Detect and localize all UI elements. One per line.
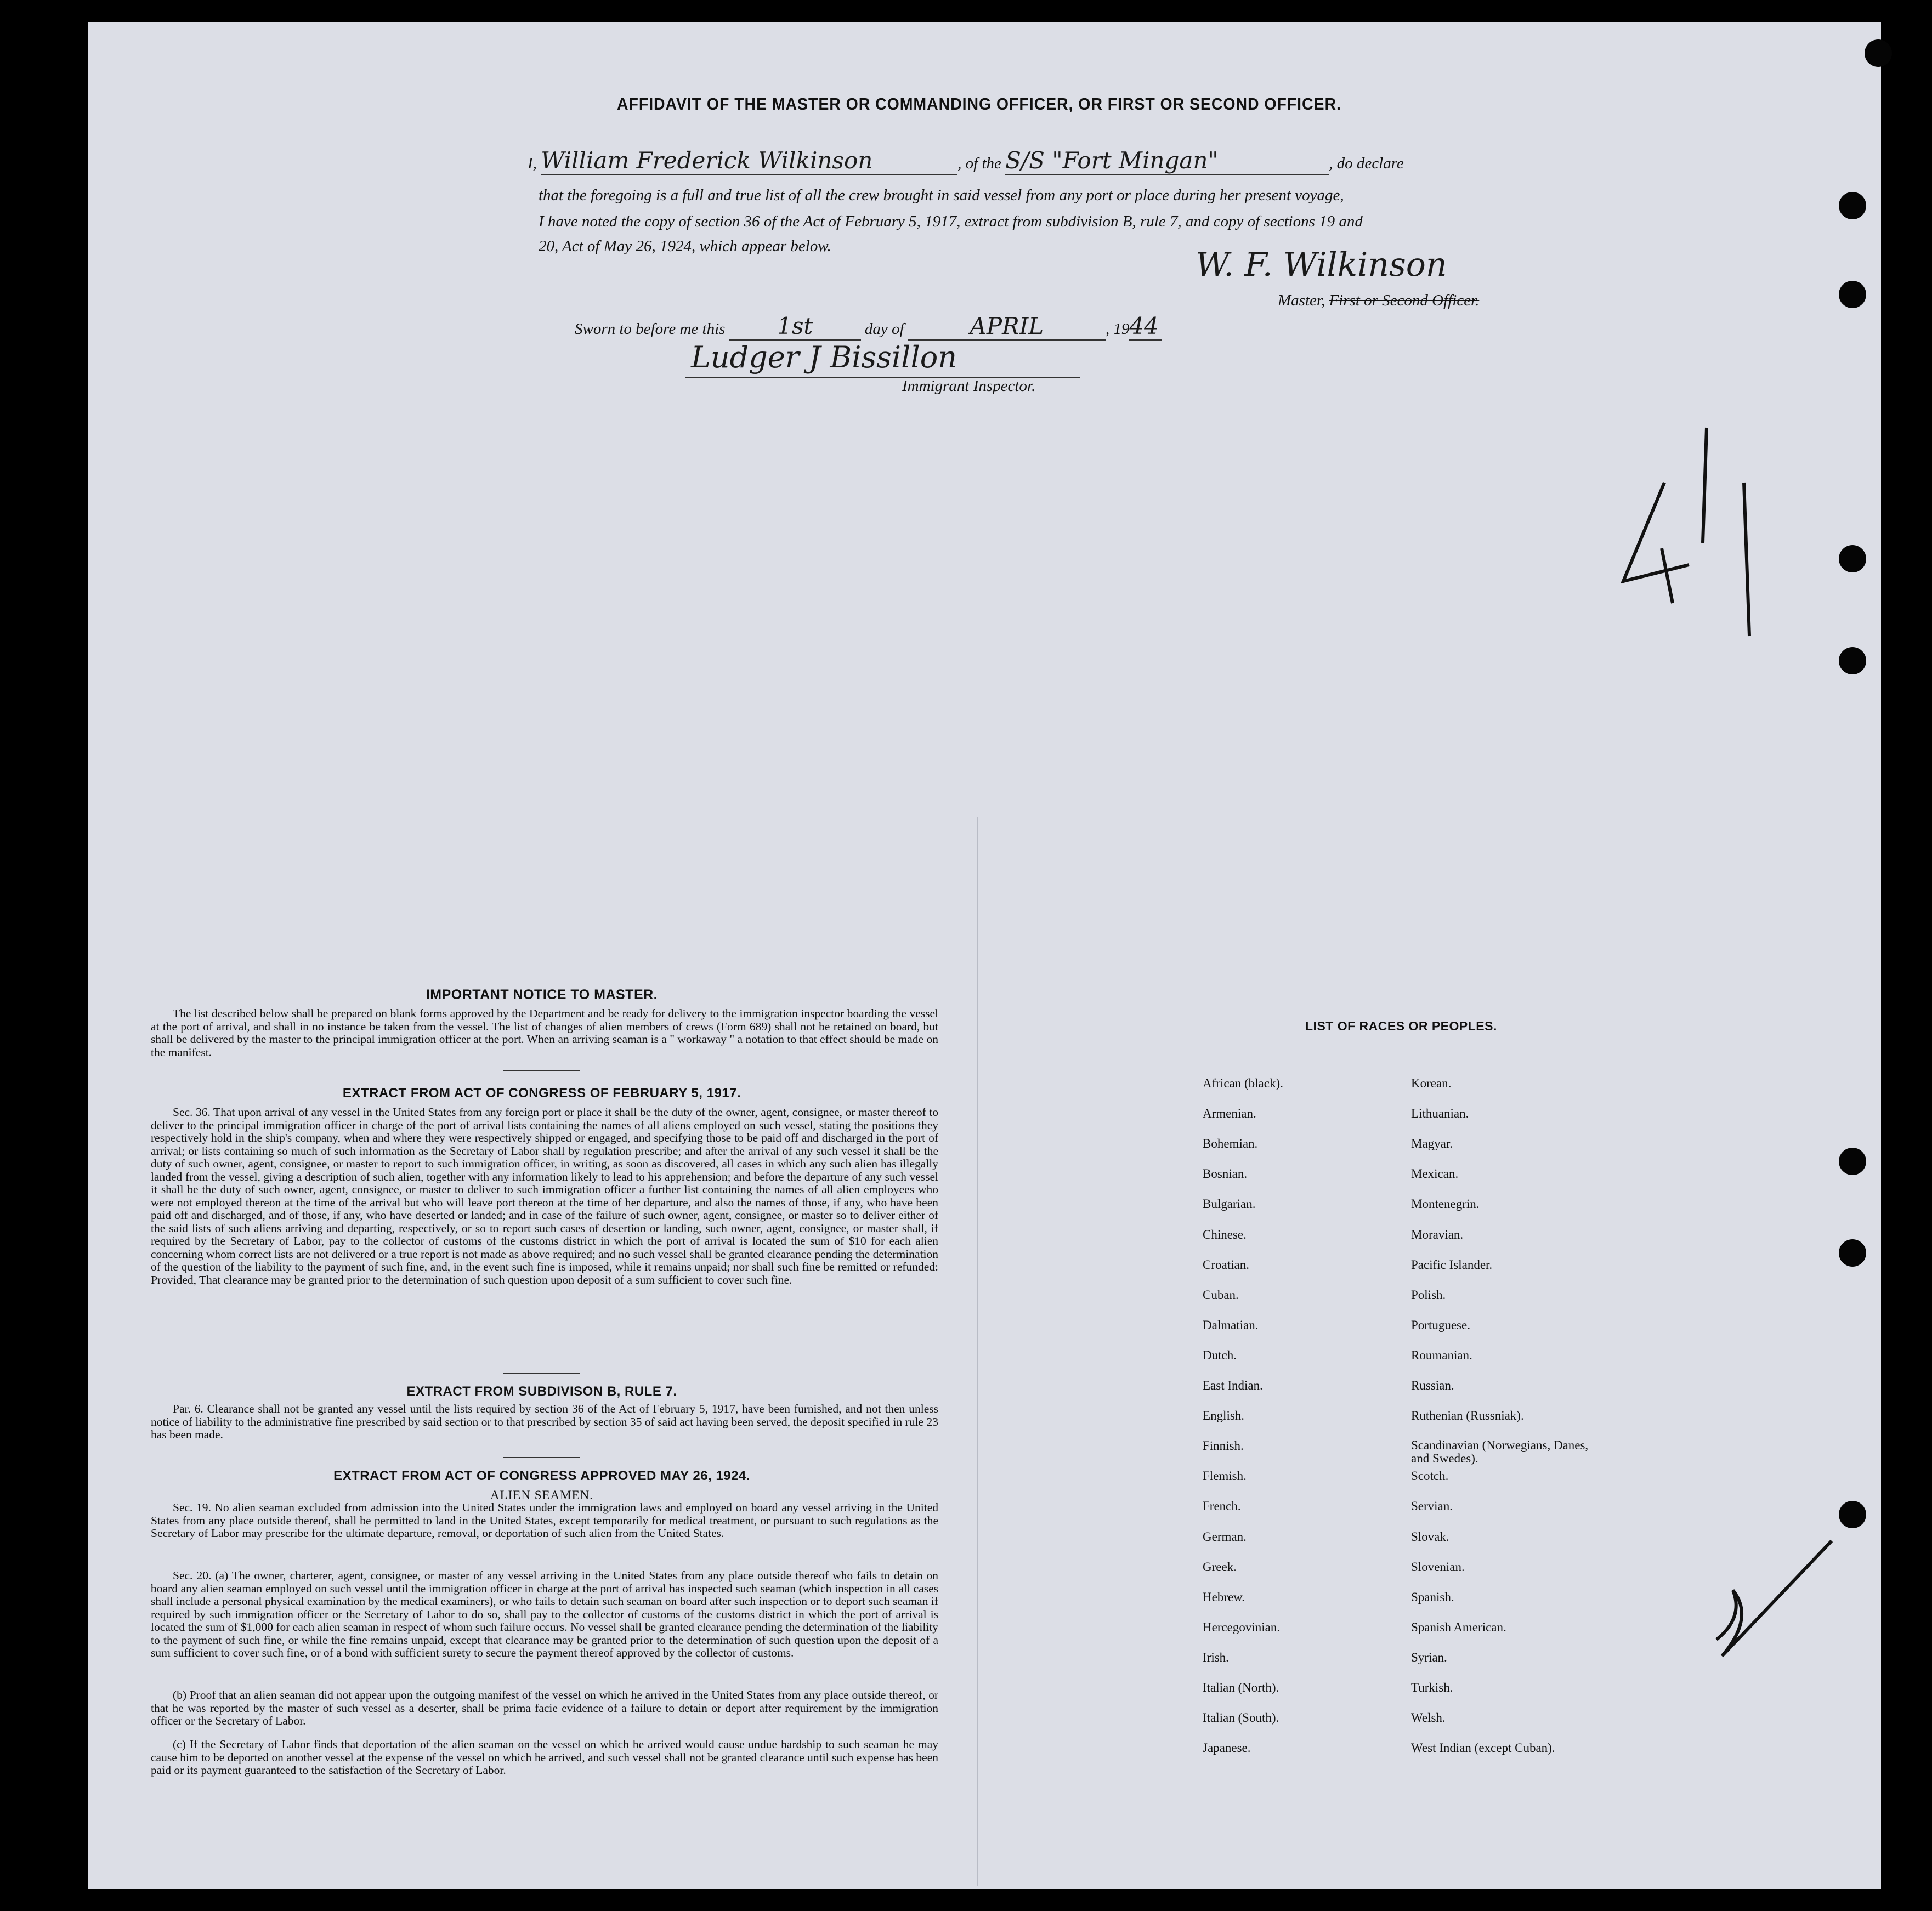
section-divider [503, 1070, 580, 1071]
race-item: Servian. [1411, 1499, 1453, 1513]
race-item: Welsh. [1411, 1711, 1446, 1725]
race-item: Pacific Islander. [1411, 1257, 1493, 1272]
check-mark-drawing [1711, 1535, 1837, 1678]
race-item: Croatian. [1203, 1257, 1249, 1272]
race-item: Spanish. [1411, 1590, 1454, 1604]
master-signature: W. F. Wilkinson [1196, 246, 1447, 284]
day-of-label: day of [864, 320, 904, 338]
inspector-label: Immigrant Inspector. [902, 377, 1036, 395]
punch-hole [1839, 192, 1866, 219]
punch-hole [1865, 39, 1892, 67]
punch-hole [1839, 1501, 1866, 1528]
punch-hole [1839, 281, 1866, 308]
master-label: Master, [1278, 292, 1325, 309]
race-item: Flemish. [1203, 1469, 1247, 1483]
extract-1924-sec19: Sec. 19. No alien seaman excluded from admission into the United States under the immigration laws and employed on board any vessel arriving in the United States from any place outside thereof, shall be permitted to land in the United States, except temporarily for medical treatment, or pursuant to such regulations as the Secretary of Labor may prescribe for the ultimate departure, removal, or deportation of such alien from the United States. [151, 1501, 938, 1540]
race-item: Roumanian. [1411, 1348, 1472, 1362]
race-item: Spanish American. [1411, 1620, 1506, 1634]
affidavit-body-line3: 20, Act of May 26, 1924, which appear below. [539, 237, 831, 255]
race-item: Dutch. [1203, 1348, 1237, 1362]
race-item: Bohemian. [1203, 1137, 1258, 1151]
race-item: Montenegrin. [1411, 1197, 1480, 1211]
sworn-month-field [908, 313, 1106, 341]
race-item: Italian (North). [1203, 1681, 1279, 1694]
race-item: Hebrew. [1203, 1590, 1245, 1604]
race-item: Scotch. [1411, 1469, 1449, 1483]
extract-1924-sec20b: (b) Proof that an alien seaman did not appear upon the outgoing manifest of the vessel on which he arrived in the United States from any place outside thereof, or that he was reported by the master of such vessel as a deserter, shall be prima facie evidence of a failure to detain or deport after requirement by the immigration officer or the Secretary of Labor. [151, 1688, 938, 1727]
punch-hole [1839, 647, 1866, 674]
race-item: English. [1203, 1409, 1245, 1423]
section-divider [503, 1373, 580, 1374]
race-item: Portuguese. [1411, 1318, 1470, 1332]
punch-hole [1839, 1239, 1866, 1267]
race-item: Cuban. [1203, 1288, 1239, 1302]
race-item: African (black). [1203, 1076, 1283, 1090]
sworn-prefix: Sworn to before me this [575, 320, 726, 338]
race-item: Bosnian. [1203, 1167, 1248, 1181]
affidavit-body-line2: I have noted the copy of section 36 of the Act of February 5, 1917, extract from subdivision B, rule 7, and copy of sections 19 and [539, 213, 1363, 230]
struck-officer-text: First or Second Officer. [1329, 292, 1480, 309]
do-declare-label: , do declare [1329, 155, 1404, 172]
race-item: German. [1203, 1529, 1247, 1544]
race-item: Bulgarian. [1203, 1197, 1256, 1211]
race-item: Italian (South). [1203, 1711, 1279, 1725]
extract-1917-title: EXTRACT FROM ACT OF CONGRESS OF FEBRUARY 5, 1917. [342, 1086, 741, 1101]
race-item: West Indian (except Cuban). [1411, 1741, 1555, 1755]
affidavit-title: AFFIDAVIT OF THE MASTER OR COMMANDING OFFICER, OR FIRST OR SECOND OFFICER. [617, 94, 1341, 114]
races-title: LIST OF RACES OR PEOPLES. [1305, 1019, 1497, 1033]
declarant-prefix: I, [528, 155, 537, 172]
extract-1924-title: EXTRACT FROM ACT OF CONGRESS APPROVED MAY 26, 1924. [333, 1468, 750, 1483]
affidavit-body-line1: that the foregoing is a full and true list of all the crew brought in said vessel from any port or place during her present voyage, [539, 186, 1344, 204]
year-field [1129, 313, 1162, 341]
race-item: Magyar. [1411, 1137, 1453, 1151]
race-item: Hercegovinian. [1203, 1620, 1281, 1634]
declarant-name-field [541, 147, 957, 175]
master-title-line [1278, 292, 1479, 310]
race-item: Dalmatian. [1203, 1318, 1259, 1332]
extract-rule7-title: EXTRACT FROM SUBDIVISON B, RULE 7. [406, 1384, 677, 1399]
sworn-day: 1st [777, 313, 813, 339]
punch-hole [1839, 1148, 1866, 1175]
race-item: Japanese. [1203, 1741, 1251, 1755]
notice-text: The list described below shall be prepared on blank forms approved by the Department and be ready for delivery to the immigration inspector boarding the vessel at the port of arrival, and shall in no instance be taken from the vessel. The list of changes of alien members of crews (Form 689) shall not be retained on board, but shall be delivered by the master to the principal immigration officer at the port. When an arriving seaman is a " workaway " a notation to that effect should be made on the manifest. [151, 1007, 938, 1059]
vessel-name-field [1005, 147, 1329, 175]
extract-rule7-text: Par. 6. Clearance shall not be granted any vessel until the lists required by section 36 of the Act of February 5, 1917, have been furnished, and not then unless notice of liability to the administrative fine prescribed by said section or to that prescribed by section 35 of said act having been served, the deposit specified in rule 23 has been made. [151, 1402, 938, 1441]
race-item: Lithuanian. [1411, 1107, 1469, 1121]
sworn-day-field [729, 313, 861, 341]
year-prefix: , 19 [1105, 320, 1130, 338]
sworn-year: 44 [1129, 313, 1159, 339]
section-divider [503, 1457, 580, 1458]
of-the-label: , of the [957, 155, 1001, 172]
punch-hole [1839, 545, 1866, 572]
inspector-signature: Ludger J Bissillon [691, 340, 957, 375]
declaration-line [528, 147, 1526, 175]
extract-1924-sec20c: (c) If the Secretary of Labor finds that deportation of the alien seaman on the vessel on which he arrived would cause undue hardship to such seaman he may cause him to be deported on another vessel at the expense of the vessel on which he arrived, and such vessel shall not be granted clearance until such expense has been paid or its payment guaranteed to the satisfaction of the Secretary of Labor. [151, 1738, 938, 1777]
extract-1917-text: Sec. 36. That upon arrival of any vessel in the United States from any foreign port or place it shall be the duty of the owner, agent, consignee, or master thereof to deliver to the principal immigration officer in charge of the port of arrival lists containing the names of all aliens employed on such vessel, stating the positions they respectively hold in the ship's company, when and where they were respectively shipped or engaged, and specifying those to be paid off and discharged in the port of arrival; or lists containing so much of such information as the Secretary of Labor shall by regulation prescribe; and after the arrival of any such vessel it shall be the duty of such owner, agent, consignee, or master to report to such immigration officer, in writing, as soon as discovered, all cases in which any such alien has illegally landed from the vessel, giving a description of such alien, together with any information likely to lead to his apprehension; and before the departure of any such vessel it shall be the duty of such owner, agent, consignee, or master to deliver to such immigration officer a further list containing the names of all alien employees who were not employed thereon at the time of the arrival but who will leave port thereon at the time of her departure, and also the names of those, if any, who have been paid off and discharged, and of those, if any, who have deserted or landed; and in case of the failure of such owner, agent, consignee, or master so to deliver either of the said lists of such aliens arriving and departing, respectively, or so to report such cases of desertion or landing, such owner, agent, consignee, or master shall, if required by the Secretary of Labor, pay to the collector of customs of the customs district in which the port of arrival is located the sum of $10 for each alien concerning whom correct lists are not delivered or a true report is not made as above required; and no such vessel shall be granted clearance pending the determination of the question of the liability to the payment of such fine, and, in the event such fine is imposed, while it remains unpaid; nor shall such fine be remitted or refunded: Provided, That clearance may be granted prior to the determination of such question upon deposit of a sum sufficient to cover such fine. [151, 1105, 938, 1286]
race-item: Scandinavian (Norwegians, Danes, and Swedes). [1411, 1438, 1589, 1466]
race-item: Greek. [1203, 1560, 1237, 1574]
sworn-line [575, 313, 1162, 341]
race-item: Polish. [1411, 1288, 1446, 1302]
race-item: Moravian. [1411, 1227, 1464, 1241]
race-item: Slovenian. [1411, 1560, 1465, 1574]
race-item: Irish. [1203, 1650, 1229, 1664]
sworn-month: APRIL [970, 313, 1044, 339]
race-item: Ruthenian (Russniak). [1411, 1409, 1524, 1423]
race-item: Turkish. [1411, 1681, 1453, 1694]
race-item: East Indian. [1203, 1379, 1263, 1392]
page-fold-line [977, 817, 978, 1886]
race-item: Finnish. [1203, 1439, 1244, 1453]
race-item: Syrian. [1411, 1650, 1447, 1664]
race-item: Slovak. [1411, 1529, 1449, 1544]
race-item: Russian. [1411, 1379, 1454, 1392]
notice-title: IMPORTANT NOTICE TO MASTER. [426, 987, 658, 1002]
extract-1924-sec20a: Sec. 20. (a) The owner, charterer, agent, consignee, or master of any vessel arriving in the United States from any place outside thereof who fails to detain on board any alien seaman employed on such vessel until the immigration officer in charge at the port of arrival has inspected such seaman (which inspection in all cases shall include a personal physical examination by the medical examiners), or who fails to detain such seaman on board after such inspection or to deport such seaman if required by such immigration officer or the Secretary of Labor to do so, shall pay to the collector of customs of the customs district in which the port of arrival is located the sum of $1,000 for each alien seaman in respect of whom such failure occurs. No vessel shall be granted clearance pending the determination of the liability to the payment of such fine, or while the fine remains unpaid, except that clearance may be granted prior to the determination of such question upon the deposit of a sum sufficient to cover such fine, or of a bond with sufficient surety to secure the payment thereof approved by the collector of customs. [151, 1569, 938, 1659]
race-item: French. [1203, 1499, 1241, 1513]
declarant-name: William Frederick Wilkinson [541, 147, 873, 174]
race-item: Mexican. [1411, 1167, 1459, 1181]
race-item: Armenian. [1203, 1107, 1256, 1121]
vessel-name: S/S "Fort Mingan" [1005, 147, 1219, 174]
extract-1924-subtitle: ALIEN SEAMEN. [490, 1488, 594, 1502]
race-item: Korean. [1411, 1076, 1452, 1090]
race-item: Chinese. [1203, 1227, 1247, 1241]
margin-mark-drawing [1612, 417, 1777, 647]
